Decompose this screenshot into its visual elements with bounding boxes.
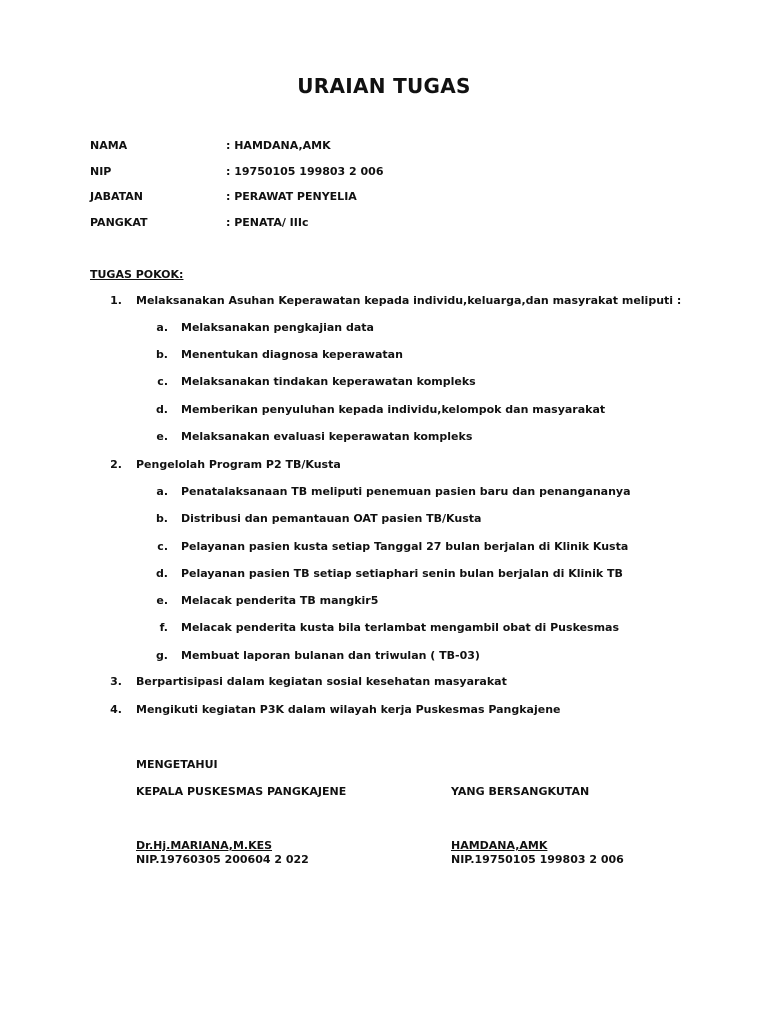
right-signatory-nip: NIP.19750105 199803 2 006 xyxy=(451,853,624,866)
subtask-text: Melaksanakan tindakan keperawatan kompleks xyxy=(181,375,476,388)
position-label: JABATAN xyxy=(90,190,144,203)
subtask-letter: d. xyxy=(155,567,168,580)
subtask-letter: c. xyxy=(157,540,168,553)
subtask-text: Penatalaksanaan TB meliputi penemuan pasien baru dan penangananya xyxy=(181,485,631,498)
rank-value: : PENATA/ IIIc xyxy=(226,216,309,229)
subtask-text: Pelayanan pasien kusta setiap Tanggal 27 bulan berjalan di Klinik Kusta xyxy=(181,540,629,553)
nip-value: : 19750105 199803 2 006 xyxy=(226,165,384,178)
subtask-letter: e. xyxy=(156,594,168,607)
subtask-letter: d. xyxy=(155,403,168,416)
task-number: 4. xyxy=(110,703,122,716)
subtask-text: Melacak penderita kusta bila terlambat mengambil obat di Puskesmas xyxy=(181,621,620,634)
left-signatory-nip: NIP.19760305 200604 2 022 xyxy=(136,853,309,866)
subtask-text: Melaksanakan evaluasi keperawatan kompleks xyxy=(181,430,473,443)
document-title: URAIAN TUGAS xyxy=(297,74,471,98)
subtask-letter: a. xyxy=(156,321,168,334)
subtask-letter: b. xyxy=(155,348,168,361)
task-text: Pengelolah Program P2 TB/Kusta xyxy=(136,458,341,471)
subtask-text: Distribusi dan pemantauan OAT pasien TB/Kusta xyxy=(181,512,482,525)
task-number: 3. xyxy=(110,675,122,688)
subtask-letter: e. xyxy=(156,430,168,443)
left-role: KEPALA PUSKESMAS PANGKAJENE xyxy=(136,785,347,798)
subtask-letter: c. xyxy=(157,375,168,388)
subtask-letter: f. xyxy=(159,621,168,634)
right-role: YANG BERSANGKUTAN xyxy=(451,785,590,798)
subtask-letter: a. xyxy=(156,485,168,498)
position-value: : PERAWAT PENYELIA xyxy=(226,190,357,203)
nip-label: NIP xyxy=(90,165,112,178)
subtask-text: Melacak penderita TB mangkir5 xyxy=(181,594,379,607)
task-number: 1. xyxy=(110,294,122,307)
rank-label: PANGKAT xyxy=(90,216,148,229)
name-value: : HAMDANA,AMK xyxy=(226,139,331,152)
main-duties-heading: TUGAS POKOK: xyxy=(90,268,184,281)
subtask-letter: g. xyxy=(155,649,168,662)
acknowledged-label: MENGETAHUI xyxy=(136,758,218,771)
subtask-text: Melaksanakan pengkajian data xyxy=(181,321,374,334)
task-number: 2. xyxy=(110,458,122,471)
left-signatory-name: Dr.Hj.MARIANA,M.KES xyxy=(136,839,273,852)
task-text: Mengikuti kegiatan P3K dalam wilayah kerja Puskesmas Pangkajene xyxy=(136,703,561,716)
name-label: NAMA xyxy=(90,139,128,152)
subtask-text: Memberikan penyuluhan kepada individu,kelompok dan masyarakat xyxy=(181,403,606,416)
right-signatory-name: HAMDANA,AMK xyxy=(451,839,548,852)
subtask-text: Pelayanan pasien TB setiap setiaphari senin bulan berjalan di Klinik TB xyxy=(181,567,623,580)
task-text: Berpartisipasi dalam kegiatan sosial kesehatan masyarakat xyxy=(136,675,507,688)
subtask-text: Menentukan diagnosa keperawatan xyxy=(181,348,403,361)
subtask-text: Membuat laporan bulanan dan triwulan ( TB-03) xyxy=(181,649,480,662)
task-text: Melaksanakan Asuhan Keperawatan kepada individu,keluarga,dan masyrakat meliputi : xyxy=(136,294,682,307)
subtask-letter: b. xyxy=(155,512,168,525)
